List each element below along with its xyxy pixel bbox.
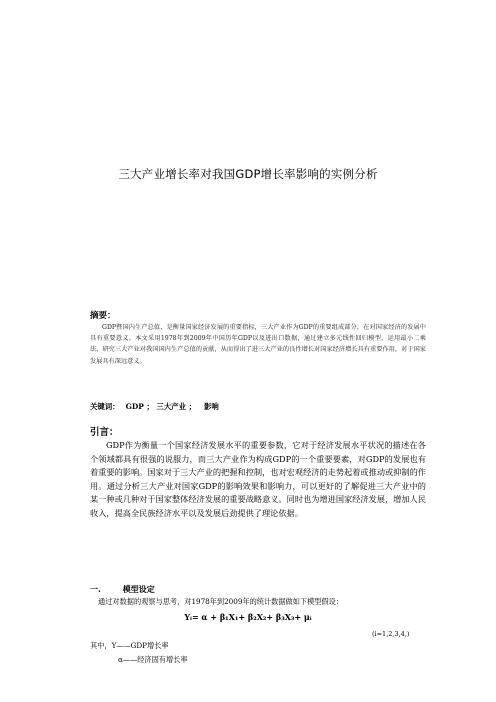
section-1-body: 通过对数据的观察与思考，对1978年到2009年的统计数据做如下模型假设： <box>98 597 344 606</box>
keywords-label: 关键词： <box>90 402 120 411</box>
variable-definition-alpha: α——经济固有增长率 <box>118 655 188 664</box>
keyword-separator-2: ； <box>188 402 196 411</box>
keyword-1: GDP <box>125 402 144 411</box>
intro-heading: 引言： <box>90 427 119 438</box>
intro-text: GDP作为衡量一个国家经济发展水平的重要参数，它对于经济发展水平状况的描述在各个领域都具有很强的说服力，而三大产业作为构成GDP的一个重要要素，对GDP的发展也有着重要的影响。国家对于三大产业的把握和控制，也对宏观经济的走势起着或推动或抑制的作用。通过分析三大产业对国家GDP的影响效果和影响力，可以更好的了解促进三大产业中的某一种或几种对于国家整体经济发展的重要战略意义。同时也为增进国家经济发展，增加人民收入，提高全民族经济水平以及发展后劲提供了理论依据。 <box>90 440 426 518</box>
document-title: 三大产业增长率对我国GDP增长率影响的实例分析 <box>118 167 378 181</box>
abstract-text: GDP暨国内生产总值，是衡量国家经济发展的重要指标，三大产业作为GDP的重要组成部分，在对国家经济的发展中具有重要意义。本文采用1978年到2009年中国历年GDP以及进出口数据，通过建立多元线性回归模型，运用最小二乘法，研究三大产业对我国国内生产总值的贡献，从而得出了进三大产业的良性增长对国家经济增长具有重要作用，对于国家发展具有深远意义。 <box>90 324 426 365</box>
abstract-heading: 摘要： <box>90 311 116 321</box>
section-1-title: 模型设定 <box>122 584 155 594</box>
formula-note: (i=1,2,3,4,) <box>372 630 410 638</box>
section-1-number: 一. <box>90 584 101 594</box>
section-1-heading <box>90 584 155 595</box>
model-formula: Yᵢ= α + β₁X₁+ β₂X₂+ β₃X₃+ μᵢ <box>184 612 312 622</box>
variable-definition-y: 其中，Y——GDP增长率 <box>90 641 169 650</box>
keyword-separator-1: ； <box>146 402 154 411</box>
keyword-3: 影响 <box>203 402 219 411</box>
keyword-2: 三大产业 <box>156 402 186 411</box>
keywords-line <box>90 401 219 412</box>
